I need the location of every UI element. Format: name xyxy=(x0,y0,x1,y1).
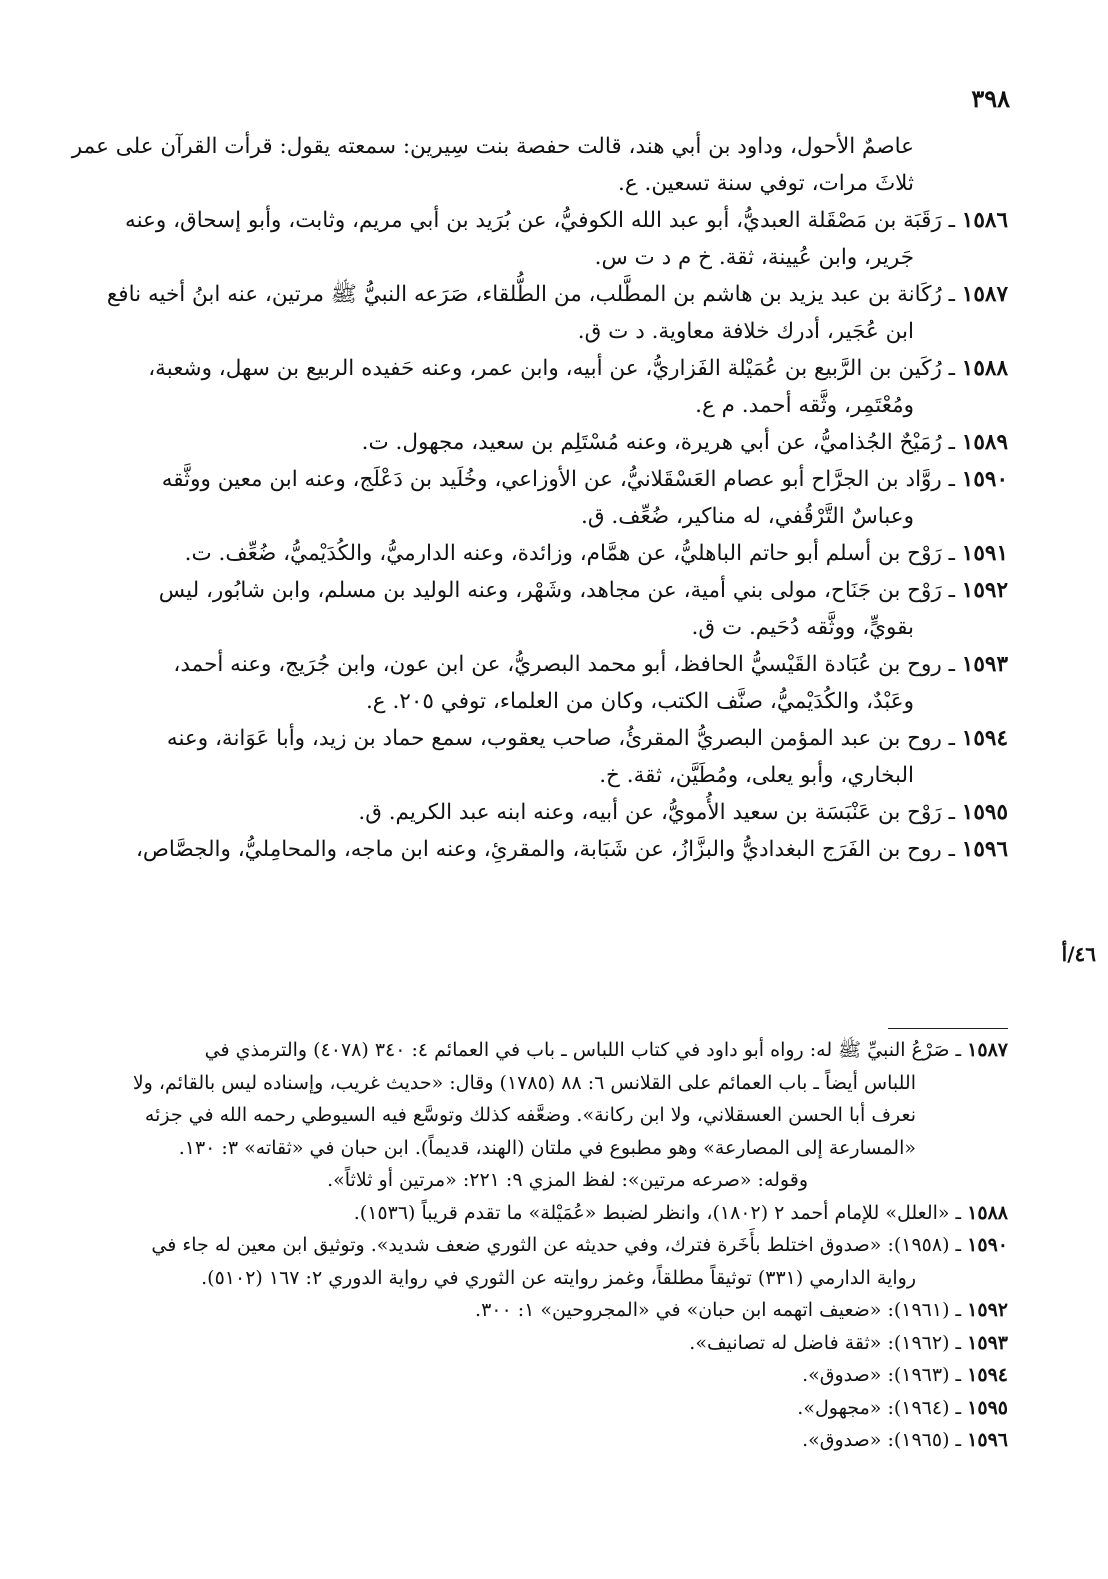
entry-text: (١٩٦٥): «صدوق». xyxy=(802,1429,950,1451)
entry-text: روَّاد بن الجرَّاح أبو عصام العَسْقَلانيُّ، عن الأوزاعي، وخُلَيد بن دَعْلَج، وعنه ابن معين ووثَّقه xyxy=(161,467,942,492)
footnote xyxy=(46,1327,1008,1360)
text-line: ١٥٩٠ ـ روَّاد بن الجرَّاح أبو عصام العَسْقَلانيُّ، عن الأوزاعي، وخُلَيد بن دَعْلَج، وعنه ابن معين ووثَّقه xyxy=(161,467,1008,492)
biography-entry xyxy=(52,646,1008,720)
footnote xyxy=(46,1197,1008,1230)
entry-text: «العلل» للإمام أحمد ٢ (١٨٠٢)، وانظر لضبط «عُمَيْلة» ما تقدم قريباً (١٥٣٦). xyxy=(353,1201,950,1224)
entry-text: رُكَين بن الرَّبيع بن عُمَيْلة الفَزاريُّ، عن أبيه، وابن عمر، وعنه حَفيده الربيع بن سهل، وشعبة، xyxy=(148,356,942,381)
text-line: ومُعْتَمِر، وثَّقه أحمد. م ع. xyxy=(695,393,914,418)
entry-text: (١٩٦٤): «مجهول». xyxy=(797,1396,950,1419)
footnote-divider xyxy=(888,1028,1008,1029)
text-line: ١٥٨٩ ـ رُمَيْحٌ الجُذاميُّ، عن أبي هريرة، وعنه مُسْتَلِم بن سعيد، مجهول. ت. xyxy=(361,430,1008,455)
entry-text: رَوْح بن جَنَاح، مولى بني أمية، عن مجاهد، وشَهْر، وعنه الوليد بن مسلم، وابن شابُور، ليس xyxy=(158,578,942,603)
text-line: وعباسٌ التَّرْقُفي، له مناكير، ضُعِّف. ق. xyxy=(581,504,914,529)
entry-number: ١٥٨٦ xyxy=(961,208,1008,233)
biography-entry xyxy=(52,794,1008,831)
biography-entry xyxy=(52,720,1008,794)
entry-number: ١٥٨٨ xyxy=(967,1201,1008,1224)
biography-entry xyxy=(52,424,1008,461)
entry-number: ١٥٨٩ xyxy=(961,430,1008,455)
text-line: وعَبْدٌ، والكُدَيْميُّ، صنَّف الكتب، وكان من العلماء، توفي ٢٠٥. ع. xyxy=(365,689,914,714)
text-line: ١٥٩٥ ـ (١٩٦٤): «مجهول». xyxy=(797,1396,1008,1419)
text-line: ١٥٨٦ ـ رَقَبَة بن مَصْقَلة العبديُّ، أبو عبد الله الكوفيُّ، عن بُرَيد بن أبي مريم، وثابت، وأبو إسحاق، وعنه xyxy=(125,208,1008,233)
text-line: «المسارعة إلى المصارعة» وهو مطبوع في ملتان (الهند، قديماً). ابن حبان في «ثقاته» ٣: ١٣٠. xyxy=(178,1136,916,1159)
entry-number: ١٥٩٣ xyxy=(967,1331,1008,1354)
entry-number: ١٥٩٢ xyxy=(967,1299,1008,1321)
biography-entry xyxy=(52,350,1008,424)
text-line: ١٥٩٢ ـ (١٩٦١): «ضعيف اتهمه ابن حبان» في «المجروحين» ١: ٣٠٠. xyxy=(475,1299,1008,1321)
entry-number: ١٥٩٣ xyxy=(961,652,1008,677)
biography-entry xyxy=(52,276,1008,350)
entry-text: رَقَبَة بن مَصْقَلة العبديُّ، أبو عبد الله الكوفيُّ، عن بُرَيد بن أبي مريم، وثابت، وأبو إسحاق، وعنه xyxy=(125,208,942,233)
entry-number: ١٥٩٤ xyxy=(967,1364,1008,1386)
entry-text: روح بن عبد المؤمن البصريُّ المقرئُ، صاحب يعقوب، سمع حماد بن زيد، وأبا عَوَانة، وعنه xyxy=(166,726,942,751)
margin-note: ٤٦/أ xyxy=(1061,942,1096,966)
entry-text: (١٩٥٨): «صدوق اختلط بأَخَرة فترك، وفي حديثه عن الثوري ضعف شديد». وتوثيق ابن معين له جاء في xyxy=(151,1234,950,1256)
text-line: ابن عُجَير، أدرك خلافة معاوية. د ت ق. xyxy=(577,319,914,344)
entry-text: روح بن عُبَادة القَيْسيُّ الحافظ، أبو محمد البصريُّ، عن ابن عون، وابن جُرَيج، وعنه أحمد، xyxy=(173,652,942,677)
text-line: نعرف أبا الحسن العسقلاني، ولا ابن ركانة». وضعَّفه كذلك وتوسَّع فيه السيوطي رحمه الله في جزئه xyxy=(144,1104,916,1126)
biography-entry xyxy=(52,535,1008,572)
footnotes xyxy=(46,1034,1008,1457)
entry-number: ١٥٩٠ xyxy=(967,1234,1008,1256)
text-line: عاصمٌ الأحول، وداود بن أبي هند، قالت حفصة بنت سِيرين: سمعته يقول: قرأت القرآن على عمر xyxy=(71,134,914,159)
text-line: ١٥٩٥ ـ رَوْح بن عَنْبَسَة بن سعيد الأُمويُّ، عن أبيه، وعنه ابنه عبد الكريم. ق. xyxy=(358,800,1008,825)
text-line: ١٥٩٤ ـ (١٩٦٣): «صدوق». xyxy=(802,1364,1008,1386)
text-line: ١٥٨٧ ـ صَرْعُ النبيِّ ﷺ له: رواه أبو داود في كتاب اللباس ـ باب في العمائم ٤: ٣٤٠ (٤٠٧٨) والترمذي في xyxy=(204,1039,1008,1061)
entry-number: ١٥٩١ xyxy=(961,541,1008,566)
biography-entry xyxy=(52,831,1008,868)
entry-number: ١٥٩٤ xyxy=(961,726,1008,751)
entry-text: (١٩٦١): «ضعيف اتهمه ابن حبان» في «المجروحين» ١: ٣٠٠. xyxy=(475,1299,950,1321)
text-line: ١٥٩٠ ـ (١٩٥٨): «صدوق اختلط بأَخَرة فترك، وفي حديثه عن الثوري ضعف شديد». وتوثيق ابن معين له جاء في xyxy=(151,1234,1008,1256)
entry-number: ١٥٨٧ xyxy=(967,1039,1008,1061)
biography-entry xyxy=(52,461,1008,535)
text-line: ١٥٩٦ ـ (١٩٦٥): «صدوق». xyxy=(802,1429,1008,1451)
text-line: ١٥٩٦ ـ روح بن الفَرَج البغداديُّ والبزَّازُ، عن شَبَابة، والمقرئِ، وعنه ابن ماجه، والمحامِليُّ، والجصَّاص، xyxy=(135,837,1008,862)
footnote xyxy=(46,1359,1008,1392)
text-line: وقوله: «صرعه مرتين»: لفظ المزي ٩: ٢٢١: «مرتين أو ثلاثاً». xyxy=(327,1169,808,1191)
entry-number: ١٥٩٥ xyxy=(967,1396,1008,1419)
footnote xyxy=(46,1034,1008,1197)
entry-text: (١٩٦٢): «ثقة فاضل له تصانيف». xyxy=(689,1331,950,1354)
entry-text: رُكَانة بن عبد يزيد بن هاشم بن المطَّلب، من الطُّلقاء، صَرَعه النبيُّ ﷺ مرتين، عنه ابنُ أخيه نافع xyxy=(106,282,942,307)
text-line: ثلاثَ مرات، توفي سنة تسعين. ع. xyxy=(618,171,914,196)
page-number: ٣٩٨ xyxy=(971,84,1010,113)
entry-text: روح بن الفَرَج البغداديُّ والبزَّازُ، عن شَبَابة، والمقرئِ، وعنه ابن ماجه، والمحامِليُّ، والجصَّاص، xyxy=(135,837,942,862)
entry-number: ١٥٨٧ xyxy=(961,282,1008,307)
text-line: ١٥٩٢ ـ رَوْح بن جَنَاح، مولى بني أمية، عن مجاهد، وشَهْر، وعنه الوليد بن مسلم، وابن شابُور، ليس xyxy=(158,578,1008,603)
entry-number: ١٥٩٦ xyxy=(961,837,1008,862)
text-line: ١٥٩١ ـ رَوْح بن أسلم أبو حاتم الباهليُّ، عن همَّام، وزائدة، وعنه الدارميُّ، والكُدَيْميُّ، ضُعِّف. ت. xyxy=(184,541,1008,566)
entry-text: رَوْح بن عَنْبَسَة بن سعيد الأُمويُّ، عن أبيه، وعنه ابنه عبد الكريم. ق. xyxy=(358,800,942,825)
footnote xyxy=(46,1294,1008,1327)
text-line: ١٥٩٤ ـ روح بن عبد المؤمن البصريُّ المقرئُ، صاحب يعقوب، سمع حماد بن زيد، وأبا عَوَانة، وعنه xyxy=(166,726,1008,751)
entries-list xyxy=(52,202,1008,868)
entry-number: ١٥٩٢ xyxy=(961,578,1008,603)
text-line: البخاري، وأبو يعلى، ومُطَيَّن، ثقة. خ. xyxy=(599,763,914,788)
text-line: بقويٍّ، ووثَّقه دُحَيم. ت ق. xyxy=(691,615,914,640)
main-text xyxy=(52,128,1008,868)
text-line: ١٥٨٨ ـ «العلل» للإمام أحمد ٢ (١٨٠٢)، وانظر لضبط «عُمَيْلة» ما تقدم قريباً (١٥٣٦). xyxy=(353,1201,1008,1224)
continuation-paragraph xyxy=(52,128,1008,202)
text-line: ١٥٩٣ ـ (١٩٦٢): «ثقة فاضل له تصانيف». xyxy=(689,1331,1008,1354)
text-line: ١٥٨٧ ـ رُكَانة بن عبد يزيد بن هاشم بن المطَّلب، من الطُّلقاء، صَرَعه النبيُّ ﷺ مرتين، عنه ابنُ أخيه نافع xyxy=(106,282,1008,307)
footnote xyxy=(46,1229,1008,1294)
footnote xyxy=(46,1424,1008,1457)
entry-text: رَوْح بن أسلم أبو حاتم الباهليُّ، عن همَّام، وزائدة، وعنه الدارميُّ، والكُدَيْميُّ، ضُعِّف. ت. xyxy=(184,541,942,566)
entry-number: ١٥٨٨ xyxy=(961,356,1008,381)
text-line: اللباس أيضاً ـ باب العمائم على القلانس ٦: ٨٨ (١٧٨٥) وقال: «حديث غريب، وإسناده ليس بالقائم، ولا xyxy=(132,1071,916,1094)
entry-number: ١٥٩٥ xyxy=(961,800,1008,825)
entry-number: ١٥٩٦ xyxy=(967,1429,1008,1451)
text-line: ١٥٩٣ ـ روح بن عُبَادة القَيْسيُّ الحافظ، أبو محمد البصريُّ، عن ابن عون، وابن جُرَيج، وعنه أحمد، xyxy=(173,652,1008,677)
text-line: رواية الدارمي (٣٣١) توثيقاً مطلقاً، وغمز روايته عن الثوري في رواية الدوري ٢: ١٦٧ (٥١٠٢). xyxy=(201,1266,916,1289)
entry-text: رُمَيْحٌ الجُذاميُّ، عن أبي هريرة، وعنه مُسْتَلِم بن سعيد، مجهول. ت. xyxy=(361,430,942,455)
text-line: جَرير، وابن عُيينة، ثقة. خ م د ت س. xyxy=(594,245,914,270)
footnote xyxy=(46,1392,1008,1425)
biography-entry xyxy=(52,572,1008,646)
entry-text: صَرْعُ النبيِّ ﷺ له: رواه أبو داود في كتاب اللباس ـ باب في العمائم ٤: ٣٤٠ (٤٠٧٨) والترمذي في xyxy=(204,1039,950,1061)
entry-number: ١٥٩٠ xyxy=(961,467,1008,492)
entry-text: (١٩٦٣): «صدوق». xyxy=(802,1364,950,1386)
text-line: ١٥٨٨ ـ رُكَين بن الرَّبيع بن عُمَيْلة الفَزاريُّ، عن أبيه، وابن عمر، وعنه حَفيده الربيع بن سهل، وشعبة، xyxy=(148,356,1008,381)
biography-entry xyxy=(52,202,1008,276)
